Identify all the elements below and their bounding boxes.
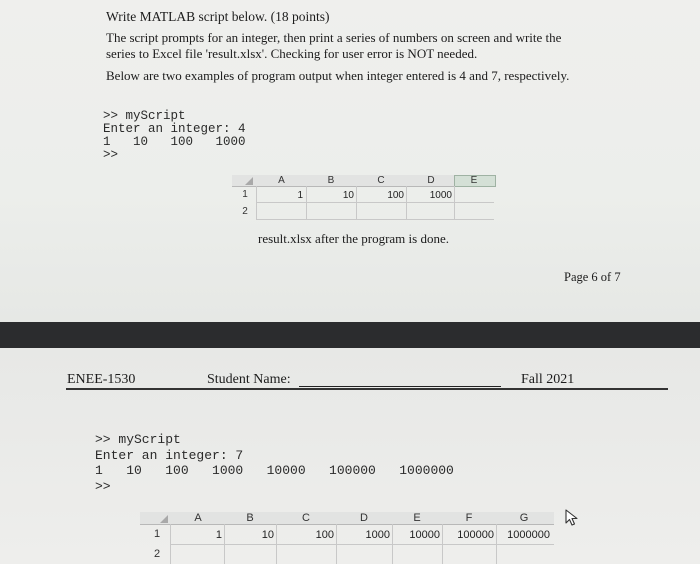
row-header-2: 2 xyxy=(242,206,248,217)
console2-end-prompt: >> xyxy=(95,479,111,494)
student-name-label: Student Name: xyxy=(207,372,291,387)
question-line-2: series to Excel file 'result.xlsx'. Checking for user error is NOT needed. xyxy=(106,46,478,61)
row-header-1: 1 xyxy=(153,528,161,540)
student-name-field-line xyxy=(299,386,501,387)
col-header-g: G xyxy=(519,512,529,524)
cell-f1: 100000 xyxy=(457,529,494,541)
grid-line xyxy=(170,544,554,545)
col-header-e: E xyxy=(413,512,421,524)
select-all-corner xyxy=(160,515,168,523)
cell-d1: 1000 xyxy=(365,529,390,541)
grid-line xyxy=(256,202,494,203)
cell-b1: 10 xyxy=(261,529,274,541)
console2-prompt: Enter an integer: 7 xyxy=(95,448,244,463)
cell-c1: 100 xyxy=(387,190,404,201)
page-break-bar xyxy=(0,322,700,348)
select-all-corner xyxy=(245,177,253,185)
col-header-f: F xyxy=(465,512,473,524)
grid-line xyxy=(306,186,307,220)
console2-output: 1 10 100 1000 10000 100000 1000000 xyxy=(95,463,454,478)
cell-g1: 1000000 xyxy=(507,529,550,541)
col-header-c: C xyxy=(377,175,385,186)
col-header-e: E xyxy=(470,175,478,186)
col-header-b: B xyxy=(246,512,254,524)
cell-e1: 10000 xyxy=(409,529,440,541)
header-rule xyxy=(66,388,668,390)
console1-command: >> myScript xyxy=(103,109,186,123)
col-header-a: A xyxy=(278,175,285,186)
console1-output: 1 10 100 1000 xyxy=(103,135,246,149)
cell-c1: 100 xyxy=(315,529,334,541)
console1-end-prompt: >> xyxy=(103,148,119,162)
col-header-d: D xyxy=(360,512,368,524)
excel-sheet-2 xyxy=(140,512,554,564)
page-number: Page 6 of 7 xyxy=(564,270,621,284)
figure-caption: result.xlsx after the program is done. xyxy=(258,231,449,246)
question-line-3: Below are two examples of program output when integer entered is 4 and 7, respectively. xyxy=(106,68,570,83)
grid-line xyxy=(454,186,455,220)
term-label: Fall 2021 xyxy=(521,372,575,387)
col-header-b: B xyxy=(327,175,335,186)
col-header-d: D xyxy=(427,175,435,186)
col-header-a: A xyxy=(194,512,202,524)
console1-prompt: Enter an integer: 4 xyxy=(103,122,246,136)
cell-b1: 10 xyxy=(342,190,354,201)
cell-a1: 1 xyxy=(215,529,222,541)
console2-command: >> myScript xyxy=(95,432,181,447)
grid-line xyxy=(356,186,357,220)
excel-sheet-1 xyxy=(232,175,494,220)
question-line-1: The script prompts for an integer, then print a series of numbers on screen and write the xyxy=(106,30,562,45)
grid-line xyxy=(256,219,494,220)
grid-line xyxy=(406,186,407,220)
row-header-1: 1 xyxy=(242,189,248,200)
grid-line xyxy=(256,186,257,220)
question-title: Write MATLAB script below. (18 points) xyxy=(106,9,330,24)
cell-d1: 1000 xyxy=(429,190,452,201)
col-header-c: C xyxy=(302,512,310,524)
cell-a1: 1 xyxy=(297,190,303,201)
mouse-pointer-icon xyxy=(564,509,582,527)
course-code: ENEE-1530 xyxy=(67,372,136,387)
row-header-2: 2 xyxy=(153,548,161,560)
